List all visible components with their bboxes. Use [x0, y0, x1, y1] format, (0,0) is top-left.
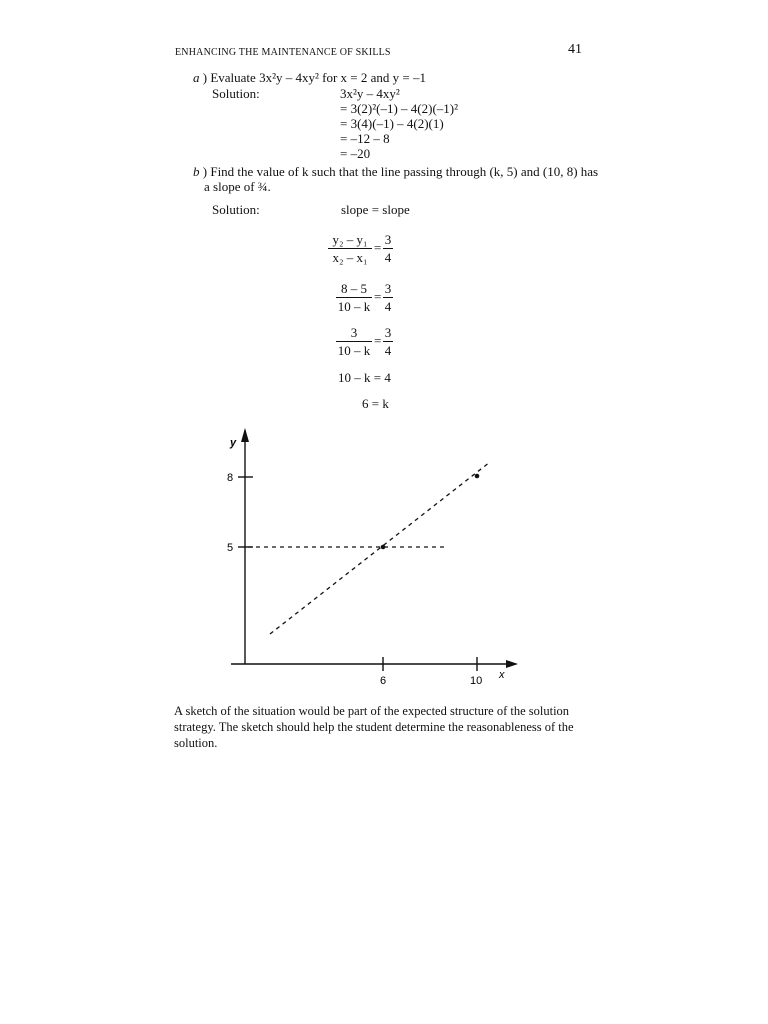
y-axis-label: y [230, 437, 237, 449]
part-a-prompt: a ) Evaluate 3x²y – 4xy² for x = 2 and y = –1 [193, 70, 426, 85]
fraction-denominator: x₂ – x₁ [332, 250, 368, 265]
fraction-numerator: 3 [350, 325, 358, 340]
point-10-8 [475, 474, 480, 479]
part-a-step-3: = 3(4)(–1) – 4(2)(1) [340, 116, 444, 131]
x-axis-arrow-icon [506, 660, 518, 668]
y-axis-arrow-icon [241, 428, 249, 442]
page-number: 41 [568, 42, 582, 57]
fraction-numerator: 3 [384, 232, 392, 247]
part-a-step-1: 3x²y – 4xy² [340, 86, 400, 101]
y-tick-label-5: 5 [227, 542, 234, 554]
fraction-denominator: 4 [384, 343, 392, 358]
equals-sign: = [374, 289, 382, 304]
part-b-solution-label: Solution: [212, 202, 260, 217]
part-a-step-4: = –12 – 8 [340, 131, 390, 146]
part-a-step-5: = –20 [340, 146, 371, 161]
part-a-step-2: = 3(2)²(–1) – 4(2)(–1)² [340, 101, 459, 116]
fraction-numerator: y₂ – y₁ [332, 232, 368, 247]
part-b-prompt-line2: a slope of ¾. [204, 179, 271, 194]
equals-sign: = [374, 333, 382, 348]
fraction-denominator: 4 [384, 250, 392, 265]
fraction-denominator: 10 – k [337, 343, 371, 358]
fraction-numerator: 8 – 5 [341, 281, 367, 296]
fraction-denominator: 10 – k [337, 299, 371, 314]
part-b-label: b [193, 164, 200, 179]
sloped-dashed-line [270, 462, 490, 634]
part-a-prompt-text: Evaluate 3x²y – 4xy² for x = 2 and y = –1 [210, 70, 426, 85]
x-axis-label: x [499, 669, 505, 681]
fraction-denominator: 4 [384, 299, 392, 314]
part-a-solution-label: Solution: [212, 86, 260, 101]
fraction-numerator: 3 [384, 325, 392, 340]
fraction-numerator: 3 [384, 281, 392, 296]
part-b-step-1: slope = slope [341, 202, 410, 217]
y-tick-label-8: 8 [227, 472, 234, 484]
part-b-step-5: 10 – k = 4 [338, 370, 391, 385]
part-b-step-6: 6 = k [362, 396, 389, 411]
closing-paragraph: A sketch of the situation would be part of the expected structure of the solution strategy. The sketch should help the student determine the reasonableness of the solution. [174, 704, 574, 750]
point-k-5 [381, 545, 386, 550]
x-tick-label-6: 6 [380, 675, 387, 687]
running-header: ENHANCING THE MAINTENANCE OF SKILLS [175, 47, 391, 58]
part-b-prompt-line1: Find the value of k such that the line passing through (k, 5) and (10, 8) has [210, 164, 599, 179]
x-tick-label-10: 10 [470, 675, 483, 687]
part-a-label: a [193, 70, 200, 85]
part-b-prompt: b ) Find the value of k such that the line passing through (k, 5) and (10, 8) has [193, 164, 599, 179]
equals-sign: = [374, 240, 382, 255]
